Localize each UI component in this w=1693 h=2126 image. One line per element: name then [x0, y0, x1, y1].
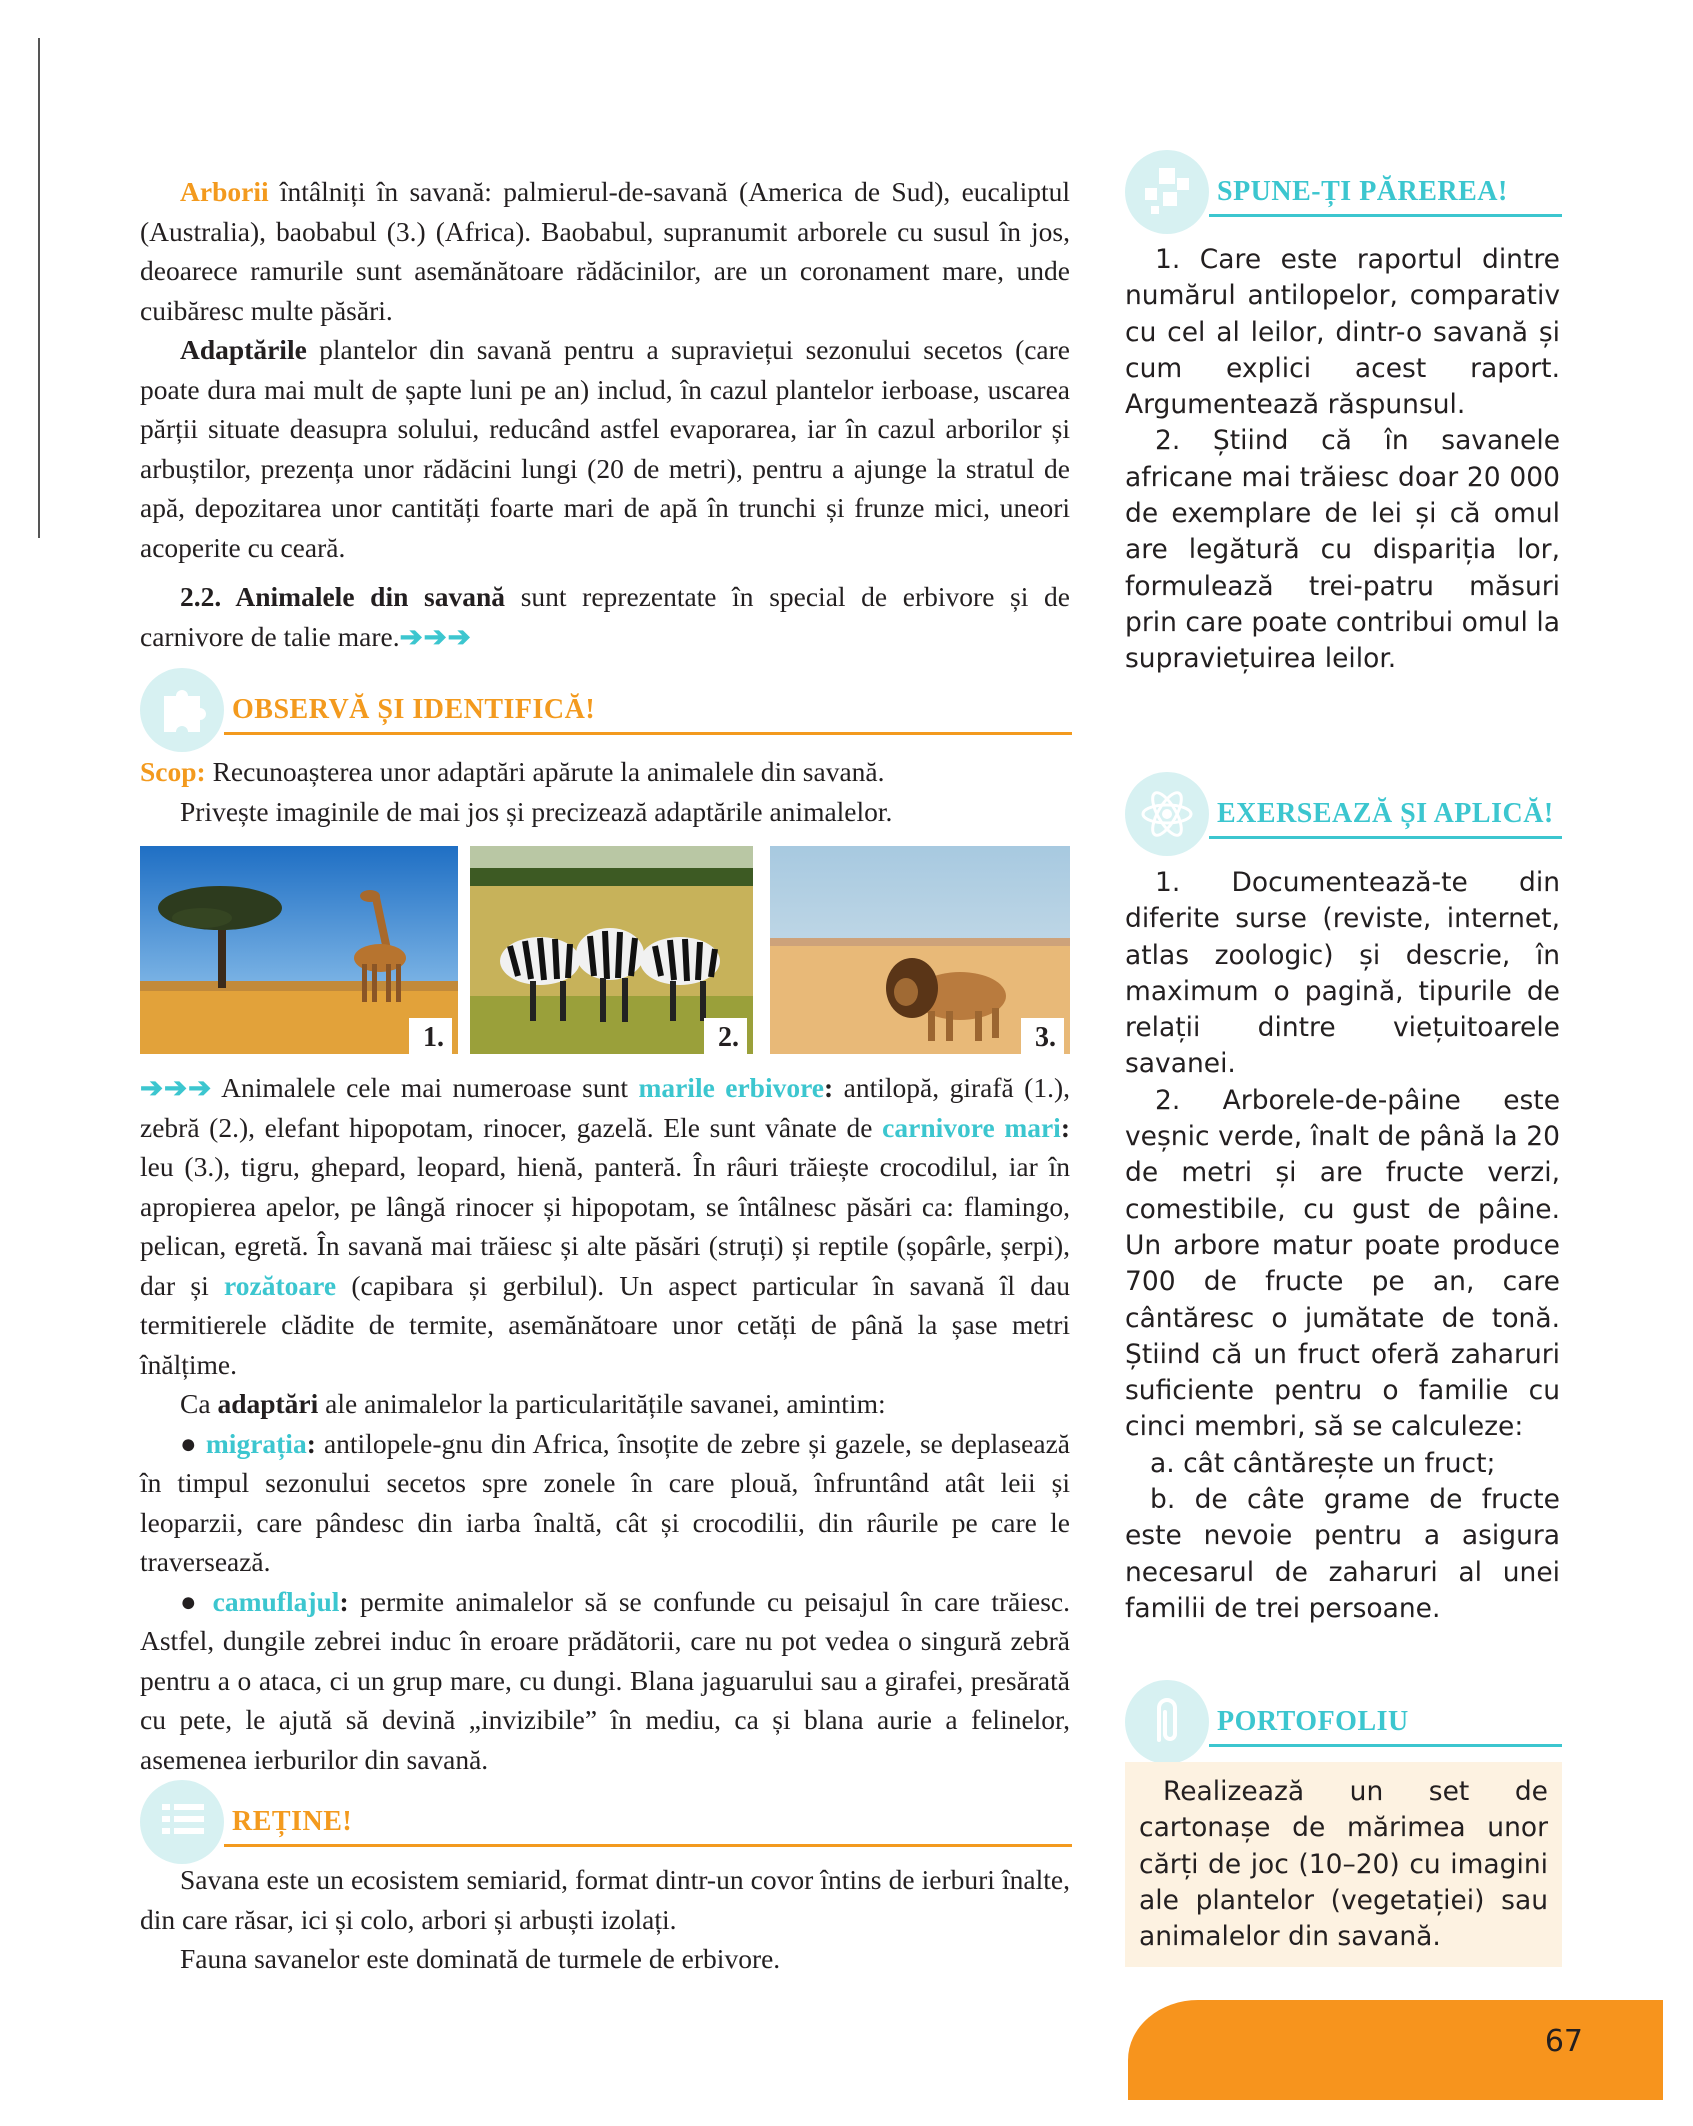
margin-rule: [38, 38, 40, 538]
exerseaza-question-2: 2. Arborele-de-pâine este veșnic verde, înalt de până la 20 de metri și are fructe verzi, comestibile, cu gust de pâine. Un arbore matur poate produce 700 de fructe pe an, care cântăresc o jumătate de tonă. Știind că un fruct oferă zaharuri suficiente pentru o familie cu cinci membri, să se calculeze:: [1125, 1084, 1560, 1443]
paperclip-badge: [1125, 1680, 1209, 1764]
paragraph-adaptations-intro: Ca adaptări ale animalelor la particularitățile savanei, amintim:: [180, 1388, 886, 1419]
exerseaza-question-1: 1. Documentează-te din diferite surse (reviste, internet, atlas zoologic) și descrie, în maximum o pagină, tipurile de relații dintre viețuitoarele savanei.: [1125, 867, 1560, 1080]
observa-underline: [224, 732, 1072, 735]
list-badge: [140, 1780, 224, 1864]
retine-paragraph-1: Savana este un ecosistem semiarid, format dintr-un covor întins de ierburi înalte, din care răsar, ici și colo, arbori și arbuști izolați.: [140, 1864, 1070, 1935]
photo-number-1: 1.: [409, 1018, 452, 1054]
paragraph-trees: Arborii întâlniți în savană: palmierul-de-savană (America de Sud), eucaliptul (Australia), baobabul (3.) (Africa). Baobabul, supranumit arborele cu susul în jos, deoarece ramurile sunt asemănătoare rădăcinilor, are un coronament mare, unde cuibăresc multe păsări.: [140, 176, 1070, 326]
bullet-camouflage: ● camuflajul: permite animalelor să se confunde cu peisajul în care trăiesc. Astfel, dungile zebrei induc în eroare prădătorii, care nu pot vedea o singură zebră pentru a o ataca, ci un grup mare, cu dungi. Blana jaguarului sau a girafei, presărată cu pete, le ajută să devină „invizibile” în mediu, ca și blana aurie a felinelor, asemenea ierburilor din savană.: [140, 1585, 1070, 1775]
photo-number-2: 2.: [704, 1018, 747, 1054]
atom-icon: [1137, 784, 1197, 844]
scope-line: Scop: Recunoașterea unor adaptări apărute la animalele din savană.: [140, 756, 885, 787]
portofoliu-text: Realizează un set de cartonașe de mărimea unor cărți de joc (10–20) cu imagini ale plantelor (vegetației) sau animalelor din savană.: [1139, 1776, 1548, 1953]
atom-badge: [1125, 772, 1209, 856]
retine-paragraph-2: Fauna savanelor este dominată de turmele de erbivore.: [180, 1943, 781, 1974]
spune-text: [1125, 242, 1560, 678]
observa-instruction: Privește imaginile de mai jos și precizează adaptările animalelor.: [180, 795, 893, 827]
exerseaza-header: [1125, 772, 1562, 862]
spune-question-2: 2. Știind că în savanele africane mai trăiesc doar 20 000 de exemplare de lei și că omul are legătură cu dispariția lor, formulează trei-patru măsuri prin care poate contribui omul la supraviețuirea leilor.: [1125, 425, 1560, 675]
observa-title: OBSERVĂ ȘI IDENTIFICĂ!: [232, 694, 596, 725]
exerseaza-question-b: b. de câte grame de fructe este nevoie pentru a asigura necesarul de zaharuri al unei familii de trei persoane.: [1125, 1484, 1560, 1624]
spune-underline: [1209, 214, 1562, 217]
photo-number-3: 3.: [1021, 1018, 1064, 1054]
paperclip-icon: [1137, 1692, 1197, 1752]
portofoliu-title: PORTOFOLIU: [1217, 1706, 1409, 1737]
retine-underline: [224, 1844, 1072, 1847]
retine-text: [140, 1860, 1070, 1979]
spune-header: [1125, 150, 1562, 240]
retine-title: REȚINE!: [232, 1806, 353, 1837]
observa-text: [140, 752, 1070, 831]
photo-giraffe: [140, 846, 458, 1054]
exerseaza-title: EXERSEAZĂ ȘI APLICĂ!: [1217, 798, 1554, 829]
page-number-tab: [1128, 2000, 1663, 2100]
paragraph-herbivores: ➔➔➔ Animalele cele mai numeroase sunt marile erbivore: antilopă, girafă (1.), zebră (2.), elefant hipopotam, rinocer, gazelă. Ele sunt vânate de carnivore mari: leu (3.), tigru, ghepard, leopard, hienă, panteră. În râuri trăiește crocodilul, iar în apropierea apelor, pe lângă rinocer și hipopotam, se întâlnesc păsări ca: flamingo, pelican, egretă. În savană mai trăiesc și alte păsări (struți) și reptile (șopârle, șerpi), dar și rozătoare (capibara și gerbilul). Un aspect particular în savană îl dau termitierele clădite de termite, asemănătoare unor cetăți de până la șase metri înălțime.: [140, 1072, 1070, 1380]
exerseaza-underline: [1209, 836, 1562, 839]
intro-text: [140, 172, 1070, 656]
list-icon: [152, 1792, 212, 1852]
portofoliu-header: [1125, 1680, 1562, 1770]
puzzle-icon: [152, 680, 212, 740]
portofoliu-underline: [1209, 1744, 1562, 1747]
photo-zebras: [470, 846, 753, 1054]
paragraph-adaptations: Adaptările plantelor din savană pentru a supraviețui sezonului secetos (care poate dura mai mult de șapte luni pe an) includ, în cazul plantelor ierboase, uscarea părții situate deasupra solului, reducând astfel evaporarea, iar în cazul arborilor și arbuștilor, prezența unor rădăcini lungi (20 de metri), pentru a ajunge la stratul de apă, depozitarea unor cantități foarte mari de apă în trunchi și frunze mici, uneori acoperite cu ceară.: [140, 334, 1070, 563]
pixel-icon: [1137, 162, 1197, 222]
page-number: 67: [1544, 2024, 1583, 2059]
portofoliu-box: [1125, 1762, 1562, 1967]
paragraph-animals: 2.2. Animalele din savană sunt reprezentate în special de erbivore și de carnivore de talie mare.➔➔➔: [140, 581, 1070, 652]
puzzle-badge: [140, 668, 224, 752]
animals-text: [140, 1068, 1070, 1779]
spune-question-1: 1. Care este raportul dintre numărul antilopelor, comparativ cu cel al leilor, dintr-o savană și cum explici acest raport. Argumentează răspunsul.: [1125, 244, 1560, 421]
photo-lion: [770, 846, 1070, 1054]
spune-title: SPUNE-ȚI PĂREREA!: [1217, 176, 1508, 207]
exerseaza-question-a: a. cât cântărește un fruct;: [1150, 1447, 1496, 1479]
retine-header: [140, 1780, 1072, 1870]
exerseaza-text: [1125, 865, 1560, 1627]
pixel-badge: [1125, 150, 1209, 234]
bullet-icon: ●: [180, 1585, 202, 1617]
bullet-icon: ●: [180, 1427, 198, 1459]
bullet-migration: ● migrația: antilopele-gnu din Africa, însoțite de zebre și gazele, se deplasează în timpul sezonului secetos spre zonele în care plouă, înfruntând atât leii și leoparzii, care pândesc din iarba înaltă, cât și crocodilii, din râurile pe care le traversează.: [140, 1427, 1070, 1577]
observa-header: [140, 668, 1072, 758]
